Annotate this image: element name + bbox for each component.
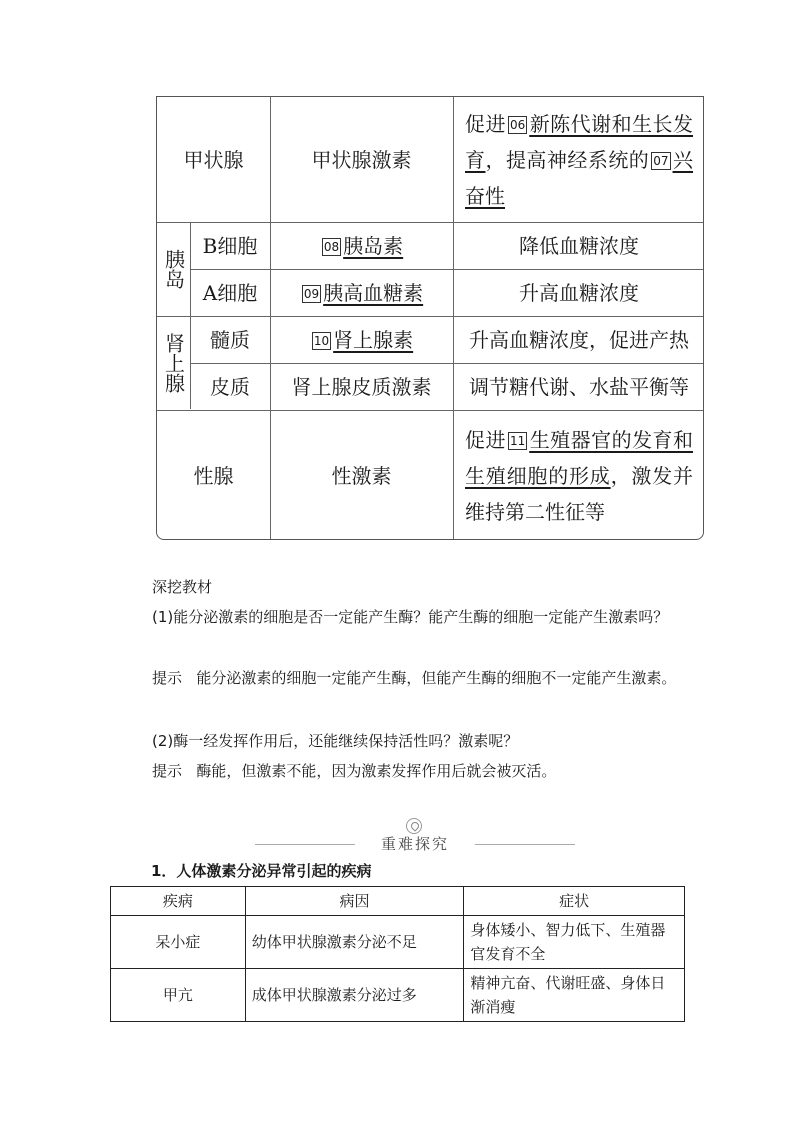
disease-table [110,886,685,1022]
hormone-adrenaline [270,316,453,363]
disease-heading: 1．人体激素分泌异常引起的疾病 [151,862,372,880]
answer-2: 提示 酶能，但激素不能，因为激素发挥作用后就会被灭活。 [152,762,557,780]
answer-blank: 兴奋性 [465,147,694,208]
blank-number: 09 [303,287,320,301]
location-pin-icon [406,818,422,834]
disease-name: 甲亢 [111,969,246,1022]
column-header: 症状 [464,887,685,916]
islet-a-cell: A细胞 [202,280,258,305]
textbook-heading: 深挖教材 [152,578,213,596]
blank-number: 06 [509,118,526,132]
answer-blank: 生殖器官的发育和生殖细胞的形成 [465,427,694,488]
gland-adrenal: 肾上腺 [161,333,186,393]
gland-thyroid: 甲状腺 [183,147,244,172]
disease-symptom: 身体矮小、智力低下、生殖器官发育不全 [464,916,685,969]
hint-label: 提示 [152,762,183,780]
answer-blank: 新陈代谢和生长发育 [465,111,694,172]
function-corticoid: 调节糖代谢、水盐平衡等 [469,374,689,399]
hormone-thyroxine: 甲状腺激素 [311,147,412,172]
table-header-row [111,887,685,916]
blank-number: 10 [313,334,330,348]
islet-b-cell: B细胞 [202,233,258,258]
hormone-insulin [270,222,453,269]
section-title: 重难探究 [380,835,449,853]
gland-hormone-table [156,96,704,540]
disease-cause: 成体甲状腺激素分泌过多 [245,969,464,1022]
hint-label: 提示 [152,669,183,687]
disease-cause: 幼体甲状腺激素分泌不足 [245,916,464,969]
adrenal-medulla: 髓质 [210,327,250,352]
table-row [111,916,685,969]
function-adrenaline: 升高血糖浓度，促进产热 [469,327,689,352]
gland-gonad: 性腺 [193,463,234,488]
hormone-corticoid: 肾上腺皮质激素 [291,374,432,399]
hormone-sex: 性激素 [331,463,392,488]
adrenal-cortex: 皮质 [210,374,250,399]
gland-islet: 胰岛 [161,249,186,289]
disease-name: 呆小症 [111,916,246,969]
table-row [111,969,685,1022]
function-thyroxine: 促进 06 新陈代谢和生长发育，提高神经系统的 07 兴奋性 [465,111,694,208]
disease-symptom: 精神亢奋、代谢旺盛、身体日渐消瘦 [464,969,685,1022]
section-header [255,818,575,858]
answer-1: 提示 能分泌激素的细胞一定能产生酶，但能产生酶的细胞不一定能产生激素。 [152,669,677,687]
question-1: (1)能分泌激素的细胞是否一定能产生酶？能产生酶的细胞一定能产生激素吗？ [152,608,669,626]
column-header: 病因 [245,887,464,916]
function-sex-hormone: 促进 11 生殖器官的发育和生殖细胞的形成，激发并维持第二性征等 [465,427,694,524]
answer-blank: 胰高血糖素 [323,280,424,305]
blank-number: 11 [509,434,526,448]
answer-blank: 胰岛素 [343,233,404,258]
column-header: 疾病 [111,887,246,916]
question-2: (2)酶一经发挥作用后，还能继续保持活性吗？激素呢？ [152,732,519,750]
function-glucagon: 升高血糖浓度 [519,280,639,305]
hormone-glucagon [270,269,453,316]
answer-blank: 肾上腺素 [333,327,414,352]
blank-number: 07 [653,154,669,168]
function-insulin: 降低血糖浓度 [519,233,639,258]
blank-number: 08 [323,240,340,254]
